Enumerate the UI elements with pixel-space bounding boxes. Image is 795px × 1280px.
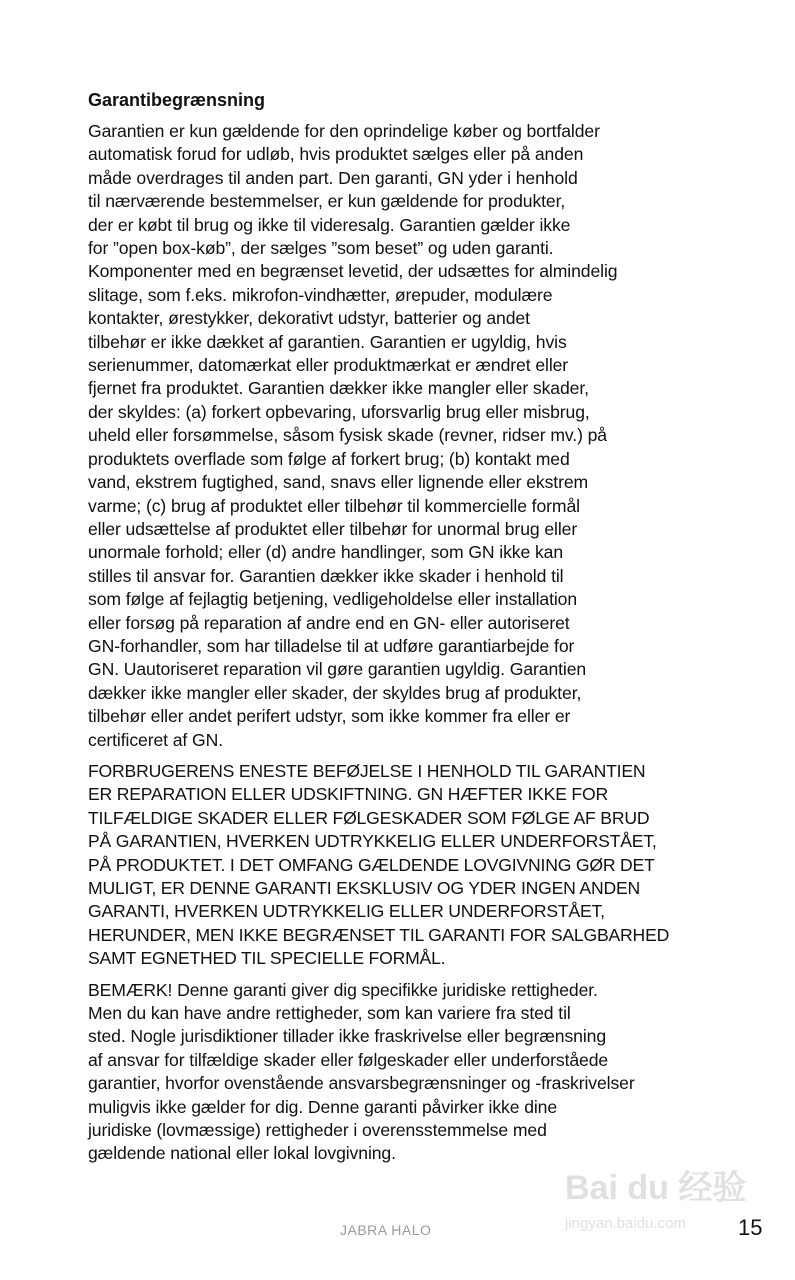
consumer-rights-paragraph [88, 760, 713, 971]
watermark-logo: Bai du 经验 [565, 1169, 747, 1207]
text-line: serienummer, datomærkat eller produktmærkat er ændret eller [88, 355, 569, 376]
text-line: stilles til ansvar for. Garantien dækker ikke skader i henhold til [88, 565, 564, 586]
text-line: FORBRUGERENS ENESTE BEFØJELSE I HENHOLD TIL GARANTIEN [88, 760, 646, 781]
text-line: GN-forhandler, som har tilladelse til at udføre garantiarbejde for [88, 635, 575, 656]
section-heading: Garantibegrænsning [88, 90, 266, 110]
text-line: eller forsøg på reparation af andre end en GN- eller autoriseret [88, 612, 570, 633]
text-line: muligvis ikke gælder for dig. Denne garanti påvirker ikke dine [88, 1096, 558, 1117]
text-line: der skyldes: (a) forkert opbevaring, uforsvarlig brug eller misbrug, [88, 401, 590, 422]
text-line: tilbehør er ikke dækket af garantien. Garantien er ugyldig, hvis [88, 331, 567, 352]
watermark-url: jingyan.baidu.com [565, 1215, 686, 1232]
text-line: ER REPARATION ELLER UDSKIFTNING. GN HÆFTER IKKE FOR [88, 784, 608, 805]
text-line: BEMÆRK! Denne garanti giver dig specifikke juridiske rettigheder. [88, 979, 598, 1000]
text-line: vand, ekstrem fugtighed, sand, snavs eller lignende eller ekstrem [88, 472, 589, 493]
text-line: som følge af fejlagtig betjening, vedligeholdelse eller installation [88, 589, 578, 610]
text-line: der er købt til brug og ikke til videresalg. Garantien gælder ikke [88, 214, 571, 235]
warranty-paragraph [88, 120, 713, 752]
text-line: automatisk forud for udløb, hvis produktet sælges eller på anden [88, 144, 584, 165]
text-line: måde overdrages til anden part. Den garanti, GN yder i henhold [88, 167, 578, 188]
text-line: Komponenter med en begrænset levetid, der udsættes for almindelig [88, 261, 618, 282]
text-line: produktets overflade som følge af forkert brug; (b) kontakt med [88, 448, 570, 469]
text-line: kontakter, ørestykker, dekorativt udstyr, batterier og andet [88, 308, 530, 329]
document-page [88, 88, 713, 1174]
text-line: PÅ GARANTIEN, HVERKEN UDTRYKKELIG ELLER UNDERFORSTÅET, [88, 831, 657, 852]
text-line: GN. Uautoriseret reparation vil gøre garantien ugyldig. Garantien [88, 659, 587, 680]
baidu-watermark [565, 1160, 755, 1250]
text-line: certificeret af GN. [88, 729, 223, 750]
text-line: af ansvar for tilfældige skader eller følgeskader eller underforståede [88, 1049, 609, 1070]
text-line: slitage, som f.eks. mikrofon-vindhætter, ørepuder, modulære [88, 284, 553, 305]
text-line: juridiske (lovmæssige) rettigheder i overensstemmelse med [88, 1120, 547, 1141]
notice-paragraph [88, 979, 713, 1166]
text-line: PÅ PRODUKTET. I DET OMFANG GÆLDENDE LOVGIVNING GØR DET [88, 854, 655, 875]
text-line: for ”open box-køb”, der sælges ”som beset” og uden garanti. [88, 238, 554, 259]
text-line: SAMT EGNETHED TIL SPECIELLE FORMÅL. [88, 948, 446, 969]
text-line: uheld eller forsømmelse, såsom fysisk skade (revner, ridser mv.) på [88, 425, 607, 446]
text-line: fjernet fra produktet. Garantien dækker ikke mangler eller skader, [88, 378, 589, 399]
text-line: sted. Nogle jurisdiktioner tillader ikke fraskrivelse eller begrænsning [88, 1026, 607, 1047]
text-line: varme; (c) brug af produktet eller tilbehør til kommercielle formål [88, 495, 580, 516]
text-line: dækker ikke mangler eller skader, der skyldes brug af produkter, [88, 682, 582, 703]
text-line: HERUNDER, MEN IKKE BEGRÆNSET TIL GARANTI FOR SALGBARHED [88, 924, 670, 945]
text-line: Garantien er kun gældende for den oprindelige køber og bortfalder [88, 121, 600, 141]
footer-brand: JABRA HALO [340, 1222, 432, 1238]
text-line: til nærværende bestemmelser, er kun gældende for produkter, [88, 191, 566, 212]
text-line: eller udsættelse af produktet eller tilbehør for unormal brug eller [88, 518, 578, 539]
text-line: GARANTI, HVERKEN UDTRYKKELIG ELLER UNDERFORSTÅET, [88, 901, 605, 922]
text-line: Men du kan have andre rettigheder, som kan variere fra sted til [88, 1003, 571, 1024]
text-line: gældende national eller lokal lovgivning. [88, 1143, 396, 1164]
text-line: MULIGT, ER DENNE GARANTI EKSKLUSIV OG YDER INGEN ANDEN [88, 878, 640, 898]
text-line: TILFÆLDIGE SKADER ELLER FØLGESKADER SOM FØLGE AF BRUD [88, 807, 650, 828]
text-line: unormale forhold; eller (d) andre handlinger, som GN ikke kan [88, 542, 564, 563]
text-line: garantier, hvorfor ovenstående ansvarsbegrænsninger og -fraskrivelser [88, 1073, 635, 1094]
page-number: 15 [738, 1215, 763, 1240]
text-line: tilbehør eller andet perifert udstyr, som ikke kommer fra eller er [88, 706, 571, 727]
